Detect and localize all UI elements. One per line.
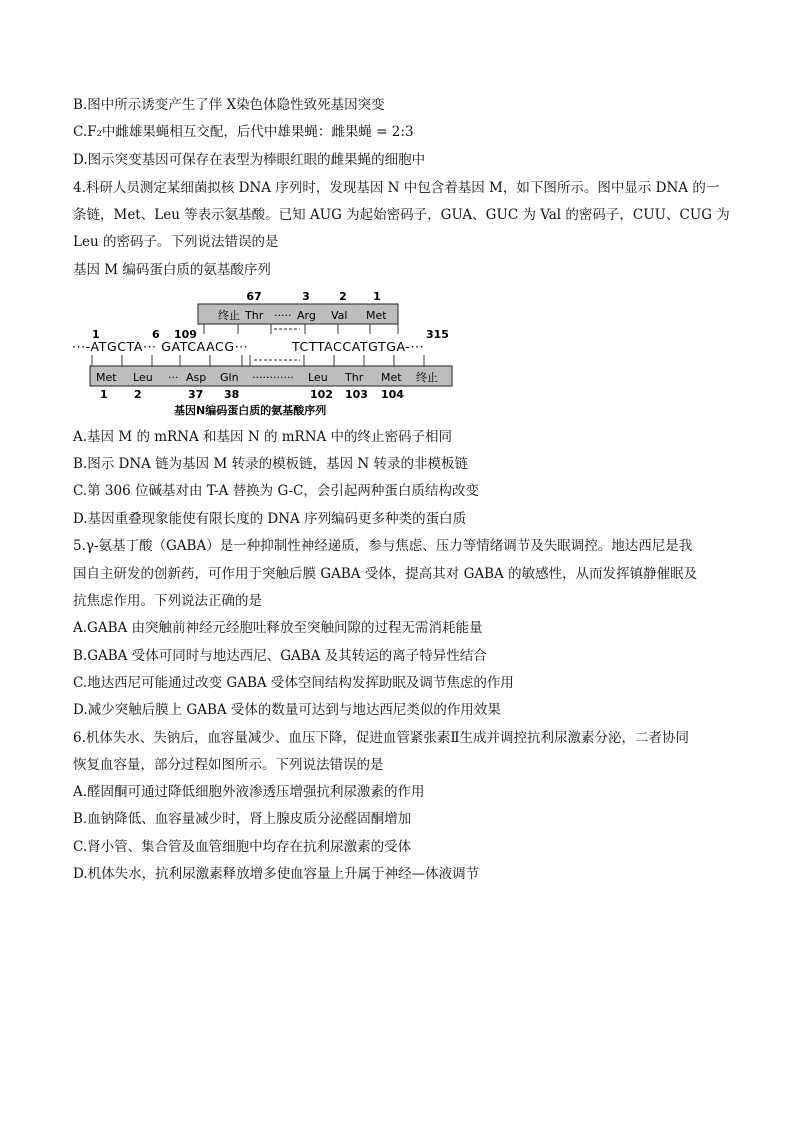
pos-label: 1 (92, 328, 100, 341)
text-line-14: 抗焦虑作用。下列说法正确的是 (73, 593, 262, 609)
bottom-number: 1 (100, 388, 108, 401)
top-codon-brackets (204, 324, 398, 334)
text-line-11: D.基因重叠现象能使有限长度的 DNA 序列编码更多种类的蛋白质 (73, 511, 467, 527)
bottom-codon-brackets (92, 355, 424, 366)
bottom-aa: ············ (252, 371, 294, 384)
bottom-aa: 终止 (416, 371, 438, 384)
top-aa: Val (331, 309, 348, 322)
bottom-number: 103 (345, 388, 368, 401)
top-aa: Arg (297, 309, 316, 322)
top-aa: Thr (245, 309, 264, 322)
bottom-number: 37 (188, 388, 204, 401)
text-line-1: B.图中所示诱变产生了伴 X染色体隐性致死基因突变 (73, 97, 385, 113)
bottom-aa: ··· (168, 371, 179, 384)
dna-sequence-left: ···-ATGCTA··· GATCAACG··· (72, 339, 249, 354)
text-line-20: 恢复血容量，部分过程如图所示。下列说法错误的是 (73, 757, 384, 773)
top-number: 67 (246, 290, 262, 303)
pos-label: 6 (152, 328, 160, 341)
text-line-23: C.肾小管、集合管及血管细胞中均存在抗利尿激素的受体 (73, 839, 412, 855)
bottom-aa: Leu (133, 371, 153, 384)
text-line-24: D.机体失水，抗利尿激素释放增多使血容量上升属于神经—体液调节 (73, 866, 480, 882)
text-line-5: 条链，Met、Leu 等表示氨基酸。已知 AUG 为起始密码子，GUA、GUC 为 Val 的密码子，CUU、CUG 为 (73, 207, 730, 223)
text-line-15: A.GABA 由突触前神经元经胞吐释放至突触间隙的过程无需消耗能量 (73, 620, 483, 636)
top-number: 3 (302, 290, 310, 303)
text-line-19: 6.机体失水、失钠后，血容量减少、血压下降，促进血管紧张素Ⅱ生成并调控抗利尿激素分泌，二者协同 (73, 730, 690, 746)
text-line-21: A.醛固酮可通过降低细胞外液渗透压增强抗利尿激素的作用 (73, 784, 425, 800)
text-line-6: Leu 的密码子。下列说法错误的是 (73, 234, 279, 250)
bottom-aa: Leu (308, 371, 328, 384)
text-line-17: C.地达西尼可能通过改变 GABA 受体空间结构发挥助眠及调节焦虑的作用 (73, 675, 514, 691)
text-line-13: 国自主研发的创新药，可作用于突触后膜 GABA 受体，提高其对 GABA 的敏感性，从而发挥镇静催眠及 (73, 566, 698, 582)
bottom-number: 38 (224, 388, 240, 401)
top-number: 2 (339, 290, 347, 303)
bottom-number: 104 (381, 388, 404, 401)
top-aa: ····· (274, 309, 292, 322)
text-line-8: A.基因 M 的 mRNA 和基因 N 的 mRNA 中的终止密码子相同 (73, 429, 453, 445)
text-line-9: B.图示 DNA 链为基因 M 转录的模板链，基因 N 转录的非模板链 (73, 456, 468, 472)
text-line-16: B.GABA 受体可同时与地达西尼、GABA 及其转运的离子特异性结合 (73, 648, 487, 664)
text-line-18: D.减少突触后膜上 GABA 受体的数量可达到与地达西尼类似的作用效果 (73, 702, 501, 718)
bottom-number: 2 (134, 388, 142, 401)
text-line-4: 4.科研人员测定某细菌拟核 DNA 序列时，发现基因 N 中包含着基因 M，如下图所示。图中显示 DNA 的一 (73, 180, 720, 196)
bottom-aa: Met (381, 371, 402, 384)
bottom-aa: Gln (220, 371, 239, 384)
pos-label: 315 (426, 328, 449, 341)
text-line-7: 基因 M 编码蛋白质的氨基酸序列 (73, 262, 271, 278)
top-aa: 终止 (218, 309, 240, 322)
top-aa: Met (366, 309, 387, 322)
bottom-number: 102 (310, 388, 333, 401)
bottom-aa: Asp (186, 371, 207, 384)
text-line-3: D.图示突变基因可保存在表型为棒眼红眼的雌果蝇的细胞中 (73, 152, 426, 168)
top-number: 1 (373, 290, 381, 303)
dna-sequence-right: TCTTACCATGTGA-··· (292, 339, 425, 354)
text-line-2: C.F₂中雌雄果蝇相互交配，后代中雄果蝇：雌果蝇 = 2:3 (73, 124, 414, 140)
gene-overlap-figure (72, 288, 472, 423)
figure-caption: 基因N编码蛋白质的氨基酸序列 (174, 404, 327, 417)
text-line-22: B.血钠降低、血容量减少时，肾上腺皮质分泌醛固酮增加 (73, 811, 412, 827)
bottom-aa: Thr (345, 371, 364, 384)
pos-label: 109 (174, 328, 197, 341)
text-line-12: 5.γ-氨基丁酸（GABA）是一种抑制性神经递质，参与焦虑、压力等情绪调节及失眠调控。地达西尼是我 (73, 538, 693, 554)
bottom-aa: Met (96, 371, 117, 384)
text-line-10: C.第 306 位碱基对由 T-A 替换为 G-C，会引起两种蛋白质结构改变 (73, 483, 479, 499)
